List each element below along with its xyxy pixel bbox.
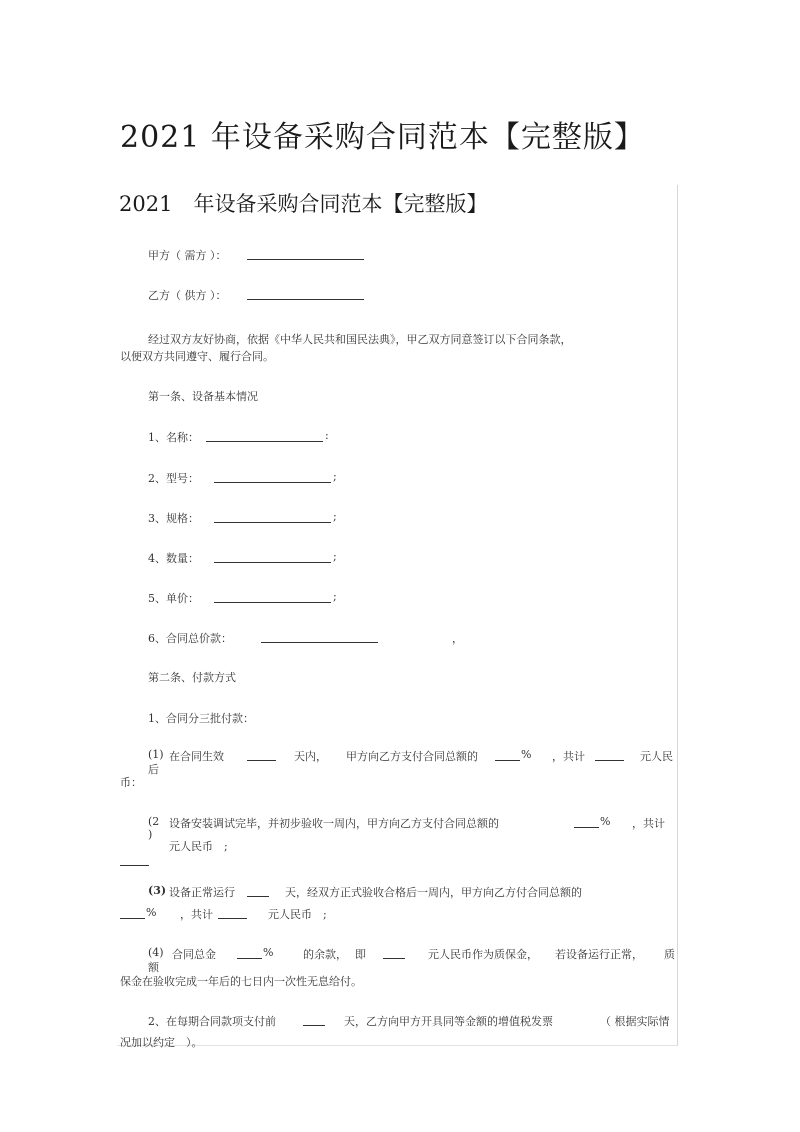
invoice-days-blank: [303, 1025, 325, 1026]
payment-1-text-c: 甲方向乙方支付合同总额的: [346, 750, 478, 763]
payment-4-text-h: 质: [664, 948, 675, 961]
payment-3-days-blank: [247, 896, 269, 897]
payment-3-text-e: ，共计: [180, 908, 213, 921]
payment-1-text-e: ，共计: [552, 750, 585, 763]
payment-4-text-a2: 额: [148, 961, 159, 974]
party-a-blank: [247, 259, 364, 260]
payment-2-percent: %: [600, 815, 611, 828]
payment-1-number: (1): [148, 748, 164, 761]
item-quantity-end: ;: [333, 550, 337, 563]
payment-4-text-f: 元人民币作为质保金，: [428, 948, 538, 961]
payment-2-text-e: ，共计: [632, 817, 665, 830]
payment-1-days-blank: [247, 760, 276, 761]
contract-title: 2021 年设备采购合同范本【完整版】: [119, 192, 488, 216]
total-price-end: ，: [452, 632, 463, 645]
party-b-label: 乙方（ 供方 ）：: [148, 289, 227, 302]
document-title: 2021 年设备采购合同范本【完整版】: [120, 120, 645, 155]
payment-3-percent-blank: [120, 918, 145, 919]
payment-4-percent-blank: [237, 958, 262, 959]
payment-4-text-a: 合同总金: [172, 948, 216, 961]
payment-3-text-a: 设备正常运行: [169, 886, 235, 899]
payment-1-percent: %: [521, 748, 532, 761]
item-spec-blank: [214, 522, 331, 523]
payment-2-percent-blank: [574, 827, 599, 828]
payment-4-text-c: 即: [355, 948, 366, 961]
item-spec-label: 3、规格：: [148, 512, 199, 525]
payment-3-percent: %: [146, 906, 157, 919]
payment-4-text-b: 的余款，: [303, 948, 347, 961]
payment-1-text-g: 币：: [120, 776, 142, 789]
item-spec-end: ;: [333, 510, 337, 523]
payment-2-number-close: ): [148, 828, 153, 841]
item-price-end: ;: [333, 590, 337, 603]
item-model-end: ;: [333, 470, 337, 483]
payment-2-text-f: 元人民币 ;: [169, 840, 228, 853]
total-price-blank: [261, 642, 378, 643]
invoice-clause-text-c: （ 根据实际情: [600, 1015, 670, 1028]
payment-1-text-f: 元人民: [640, 750, 673, 763]
payment-3-text-f: 元人民币 ;: [268, 908, 327, 921]
payment-1-percent-blank: [495, 760, 520, 761]
payment-1-amount-blank: [595, 760, 624, 761]
article-2-heading: 第二条、付款方式: [148, 671, 236, 684]
item-name-blank: [206, 441, 323, 442]
invoice-clause-text-a: 2、在每期合同款项支付前: [148, 1015, 276, 1028]
item-name-end: :: [325, 429, 329, 442]
article-1-heading: 第一条、设备基本情况: [148, 390, 258, 403]
payment-2-text-a: 设备安装调试完毕，并初步验收一周内，甲方向乙方支付合同总额的: [169, 817, 499, 830]
party-b-blank: [247, 299, 364, 300]
total-price-label: 6、合同总价款：: [148, 632, 232, 645]
item-model-label: 2、型号：: [148, 472, 199, 485]
item-quantity-blank: [214, 562, 331, 563]
item-price-blank: [214, 602, 331, 603]
invoice-clause-line-2: 况加以约定 ）。: [120, 1036, 203, 1049]
payment-3-amount-blank: [218, 918, 247, 919]
payment-2-amount-blank: [120, 865, 149, 866]
item-quantity-label: 4、数量：: [148, 552, 199, 565]
item-price-label: 5、单价：: [148, 592, 199, 605]
payment-4-percent: %: [263, 946, 274, 959]
intro-line-2: 以便双方共同遵守、履行合同。: [120, 350, 274, 363]
payment-2-number: (2: [148, 815, 160, 828]
payment-4-number: (4): [148, 946, 164, 959]
intro-line-1: 经过双方友好协商，依据《中华人民共和国民法典》，甲乙双方同意签订以下合同条款，: [148, 333, 572, 346]
payment-3-text-b: 天，经双方正式验收合格后一周内，甲方向乙方付合同总额的: [285, 886, 582, 899]
batches-intro: 1、合同分三批付款：: [148, 712, 254, 725]
payment-1-text-a2: 后: [148, 763, 159, 776]
payment-4-text-g: 若设备运行正常，: [555, 948, 643, 961]
payment-4-amount-blank: [383, 958, 405, 959]
payment-4-line-2: 保金在验收完成一年后的七日内一次性无息给付。: [120, 975, 362, 988]
payment-3-number: (3): [148, 884, 167, 897]
payment-1-text-b: 天内，: [294, 750, 327, 763]
item-model-blank: [214, 482, 331, 483]
invoice-clause-text-b: 天，乙方向甲方开具同等金额的增值税发票: [344, 1015, 553, 1028]
item-name-label: 1、名称：: [148, 431, 199, 444]
party-a-label: 甲方（ 需方 ）：: [148, 249, 227, 262]
payment-1-text-a: 在合同生效: [169, 750, 224, 763]
